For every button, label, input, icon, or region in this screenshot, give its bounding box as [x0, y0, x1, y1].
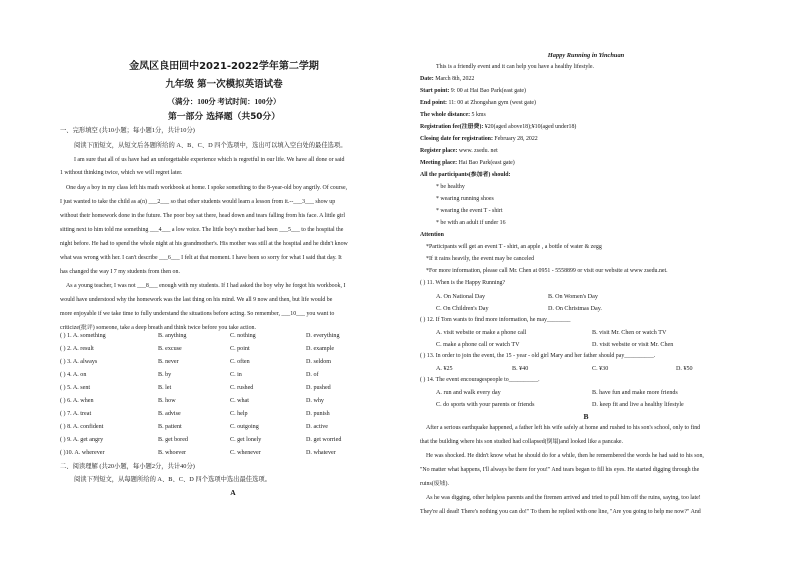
passage-a-label: A [230, 488, 236, 497]
question-stem: ( ) 1. A. something [60, 333, 106, 339]
question-stem: ( ) 7. A. treat [60, 411, 92, 417]
info-value: ¥20(aged above18);¥10(aged under18) [483, 124, 577, 130]
option-b: B. whoever [158, 450, 187, 456]
question-stem: ( ) 11. When is the Happy Running? [420, 280, 506, 286]
rule-item: * wearing the event T - shirt [436, 208, 503, 214]
option-b: B. how [158, 398, 176, 404]
passage-line: As a young teacher, I was not ___8___ enough with my students. If I had asked the boy why he forgot his workbook, I [66, 283, 346, 289]
info-row [420, 173, 511, 179]
info-label: The whole distance: [420, 112, 471, 118]
passage-line: I just wanted to take the child as a(n) ___2___ so that other students would learn a lesson from it.--___3___ show up [60, 199, 336, 205]
option-d: D. punish [306, 411, 330, 417]
passage-line: ruins(废墟). [420, 481, 449, 487]
option-c: C. in [230, 372, 242, 378]
option-b: B. have fun and make more friends [592, 390, 678, 396]
option-d: D. get worried [306, 437, 342, 443]
rule-item: * be with an adult if under 16 [436, 220, 506, 226]
option-d: D. keep fit and live a healthy lifestyle [592, 402, 684, 408]
option-b: B. advise [158, 411, 181, 417]
info-row [420, 101, 536, 107]
section2-instruction: 阅读下列短文，从每题所给的 A、B、C、D 四个选项中选出最佳选项。 [74, 476, 271, 483]
option-d: D. active [306, 424, 328, 430]
section1-heading: 一、完形填空 (共10小题；每小题1分，共计10分) [60, 127, 195, 134]
rule-item: * be healthy [436, 184, 465, 190]
option-c: C. do sports with your parents or friends [436, 402, 535, 408]
info-label: Start point: [420, 88, 450, 94]
question-stem: ( ) 3. A. always [60, 359, 98, 365]
part-title: 第一部分 选择题（共50分） [167, 112, 281, 122]
option-b: B. ¥40 [512, 366, 529, 372]
info-row [420, 137, 538, 143]
info-row [420, 125, 576, 131]
option-b: B. let [158, 385, 172, 391]
info-row [420, 89, 526, 95]
option-b: B. get bored [158, 437, 188, 443]
info-label: Register place: [420, 148, 458, 154]
passage-line: I am sure that all of us have had an unforgettable experience which is regretful in our life. We have all done or said [74, 157, 345, 163]
option-a: A. ¥25 [436, 366, 453, 372]
passage-line: One day a boy in my class left his math workbook at home. I spoke something to the 8-year-old boy angrily. Of course, [66, 185, 348, 191]
question-stem: ( )10. A. wherever [60, 450, 105, 456]
info-value: 9: 00 at Hai Bao Park(east gate) [449, 88, 527, 94]
option-d: D. visit website or visit Mr. Chen [592, 342, 674, 348]
info-value: February 28, 2022 [492, 136, 538, 142]
option-a: A. run and walk every day [436, 390, 501, 396]
info-value: 5 kms [470, 112, 486, 118]
question-stem: ( ) 14. The event encouragespeople to__________. [420, 377, 540, 383]
option-b: B. by [158, 372, 172, 378]
question-stem: ( ) 9. A. get angry [60, 437, 104, 443]
info-row [420, 77, 474, 83]
attention-label: Attention [420, 232, 444, 238]
section1-instruction: 阅读下面短文，从短文后各题所给的 A、B、C、D 四个选项中，选出可以填入空白处的最佳选项。 [74, 142, 347, 149]
school-title: 金凤区良田回中2021-2022学年第二学期 [129, 61, 319, 72]
info-value: Hai Bao Park(east gate) [457, 160, 515, 166]
info-label: Date: [420, 76, 434, 82]
option-d: D. ¥50 [676, 366, 693, 372]
attention-item: *If it rains heavily, the event may be canceled [426, 256, 535, 262]
option-d: D. why [306, 398, 324, 404]
question-stem: ( ) 8. A. confident [60, 424, 104, 430]
option-c: C. what [230, 398, 249, 404]
question-stem: ( ) 2. A. result [60, 346, 94, 352]
passage-line: more enjoyable if we take time to fully understand the situations before acting. So remember, ___10___ you want to [60, 311, 335, 317]
passage-b-label: B [583, 412, 589, 421]
info-row [420, 113, 486, 119]
question-stem: ( ) 6. A. when [60, 398, 94, 404]
option-c: C. ¥30 [592, 366, 609, 372]
info-row [420, 149, 498, 155]
intro-line: This is a friendly event and it can help you have a healthy lifestyle. [436, 64, 595, 70]
option-d: D. On Christmas Day. [548, 306, 602, 312]
question-stem: ( ) 5. A. sent [60, 385, 91, 391]
option-b: B. anything [158, 333, 187, 339]
option-c: C. get lonely [230, 437, 262, 443]
option-a: A. On National Day [436, 294, 486, 300]
passage-line: that the building where his son studied had collapsed(倒塌)and looked like a pancake. [420, 439, 624, 445]
option-d: D. whatever [306, 450, 336, 456]
passage-line: They're all dead! There's nothing you can do!" To them he replied with one line, "Are you going to help me now?" And [420, 509, 701, 515]
option-d: D. example [306, 346, 335, 352]
option-c: C. often [230, 359, 250, 365]
option-c: C. help [230, 411, 248, 417]
option-c: C. On Children's Day [436, 306, 489, 312]
passage-line: As he was digging, other helpless parents and the firemen arrived and tried to pull him off the ruins, saying, too late! [426, 495, 701, 501]
option-c: C. point [230, 346, 250, 352]
info-value: www. zsedu. net [457, 148, 498, 154]
info-value: March 8th, 2022 [433, 76, 475, 82]
attention-item: *For more information, please call Mr. Chen at 0951 - 5558899 or visit our website at www zsedu.net. [426, 268, 668, 274]
score-time: （满分：100分 考试时间：100分） [167, 97, 281, 106]
passage-line: criticize(批评) someone, take a deep breath and think twice before you take action. [60, 325, 256, 331]
option-b: B. visit Mr. Chen or watch TV [592, 330, 667, 336]
exam-title: 九年级 第一次模拟英语试卷 [165, 79, 283, 90]
passage-line: sitting next to him told me something ___4___ a low voice. The little boy's mother had been ___5___ to the hospital the [60, 227, 344, 233]
option-c: C. nothing [230, 333, 256, 339]
passage-line: night before. He had to spend the whole night at his grandmother's. His mother was still at the hospital and he didn't know [60, 241, 348, 247]
info-label: Meeting place: [420, 160, 458, 166]
passage-line: has changed the way I 7 my students from then on. [60, 269, 180, 275]
option-b: B. patient [158, 424, 182, 430]
info-label: Closing date for registration: [420, 136, 493, 142]
passage-line: would have understood why the homework was the last thing on his mind. We all 9 now and then, but life would be [60, 297, 333, 303]
option-c: C. rushed [230, 385, 254, 391]
attention-item: *Participants will get an event T - shirt, an apple , a bottle of water & zegg [426, 244, 602, 250]
passage-line: After a serious earthquake happened, a father left his wife safely at home and rushed to his son's school, only to find [426, 425, 701, 431]
info-row [420, 161, 515, 167]
info-label: All the participants(参加者) should: [420, 172, 511, 178]
option-d: D. everything [306, 333, 340, 339]
option-b: B. never [158, 359, 179, 365]
option-d: D. of [306, 372, 319, 378]
info-value: 11: 00 at Zhongshan gym (west gate) [447, 100, 536, 106]
info-label: Registration fee(注册费): [420, 124, 484, 130]
option-c: C. whenever [230, 450, 261, 456]
option-b: B. On Women's Day [548, 294, 598, 300]
passage-line: 1 without thinking twice, which we will regret later. [60, 170, 183, 176]
info-label: End point: [420, 100, 448, 106]
question-stem: ( ) 4. A. on [60, 372, 87, 378]
section2-heading: 二、阅读理解 (共20小题，每小题2分，共计40分) [60, 463, 195, 470]
question-stem: ( ) 13. In order to join the event, the 15 - year - old girl Mary and her father should pay__________. [420, 353, 656, 359]
option-b: B. excuse [158, 346, 182, 352]
passage-line: without their homework done in the future. The poor boy sat there, head down and tears falling from his face. A little girl [60, 213, 346, 219]
option-d: D. pushed [306, 385, 331, 391]
question-stem: ( ) 12. If Tom wants to find more information, he may________ [420, 317, 571, 323]
passage-line: He was shocked. He didn't know what he should do for a while, then he remembered the words he had said to his son, [426, 453, 704, 459]
passage-a-title: Happy Running in Yinchuan [547, 52, 625, 59]
option-c: C. make a phone call or watch TV [436, 342, 520, 348]
option-c: C. outgoing [230, 424, 259, 430]
rule-item: * wearing running shoes [436, 196, 494, 202]
option-a: A. visit website or make a phone call [436, 330, 527, 336]
passage-line: what was wrong with her. I can't describe ___6___ I felt at that moment. I have been so sorry for what I said that day. It [60, 255, 342, 261]
option-d: D. seldom [306, 359, 332, 365]
passage-line: "No matter what happens, I'll always be there for you!" And tears began to fill his eyes. He started digging through the [420, 467, 700, 473]
